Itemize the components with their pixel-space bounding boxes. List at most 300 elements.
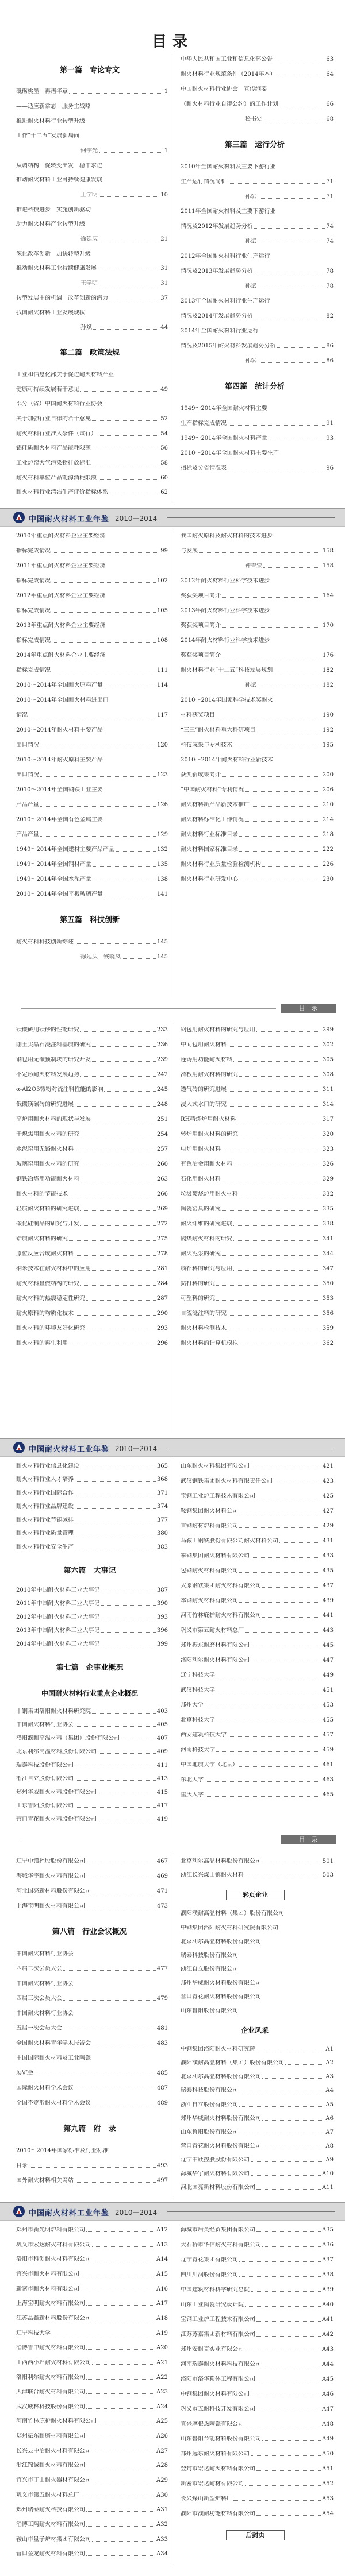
- toc-entry[interactable]: [16, 1614, 168, 1621]
- toc-entry[interactable]: [181, 2129, 334, 2136]
- toc-entry[interactable]: [16, 207, 168, 214]
- toc-entry[interactable]: [16, 1708, 168, 1715]
- toc-entry[interactable]: [181, 86, 334, 93]
- toc-entry[interactable]: [16, 1116, 168, 1123]
- toc-entry[interactable]: [181, 1236, 334, 1243]
- toc-author-line[interactable]: [245, 358, 334, 365]
- toc-entry[interactable]: [181, 1266, 334, 1272]
- toc-entry[interactable]: [181, 1777, 334, 1784]
- toc-entry[interactable]: [181, 1792, 334, 1798]
- toc-entry[interactable]: [16, 861, 168, 868]
- toc-entry[interactable]: [16, 876, 168, 883]
- toc-entry[interactable]: [181, 2060, 334, 2067]
- toc-entry[interactable]: [181, 2316, 334, 2323]
- toc-entry-title: 情况及2014年发展趋势分析: [181, 313, 253, 320]
- toc-entry[interactable]: [181, 2257, 334, 2264]
- toc-entry[interactable]: [181, 1858, 334, 1865]
- toc-entry[interactable]: [16, 1295, 168, 1302]
- toc-entry[interactable]: [16, 1951, 168, 1958]
- toc-entry[interactable]: [181, 1994, 334, 2001]
- toc-entry[interactable]: [181, 1939, 334, 1945]
- toc-entry[interactable]: [16, 2389, 168, 2396]
- toc-entry[interactable]: [16, 2085, 168, 2092]
- toc-entry[interactable]: [181, 1072, 334, 1078]
- toc-page-number: A53: [322, 2496, 334, 2502]
- toc-entry[interactable]: [16, 1476, 168, 1483]
- toc-entry[interactable]: [16, 697, 168, 704]
- toc-entry[interactable]: [16, 1340, 168, 1347]
- toc-entry[interactable]: [16, 1816, 168, 1823]
- toc-entry[interactable]: [16, 1544, 168, 1551]
- toc-entry[interactable]: [16, 2374, 168, 2381]
- toc-entry[interactable]: [16, 2163, 168, 2169]
- toc-entry[interactable]: [16, 251, 168, 258]
- toc-entry[interactable]: [16, 1503, 168, 1510]
- toc-entry[interactable]: [16, 578, 168, 585]
- toc-entry[interactable]: [16, 548, 168, 555]
- toc-entry[interactable]: [16, 1325, 168, 1332]
- toc-entry[interactable]: [16, 1995, 168, 2002]
- toc-entry[interactable]: [16, 2025, 168, 2032]
- toc-entry[interactable]: [16, 891, 168, 898]
- toc-entry[interactable]: [16, 2177, 168, 2184]
- toc-page-number: 487: [156, 2085, 168, 2092]
- toc-entry[interactable]: [181, 1478, 334, 1485]
- toc-entry[interactable]: [181, 1980, 334, 1987]
- toc-entry[interactable]: [16, 1888, 168, 1895]
- toc-entry[interactable]: [181, 2361, 334, 2368]
- toc-entry[interactable]: [16, 2227, 168, 2234]
- toc-entry[interactable]: [181, 2406, 334, 2413]
- toc-entry[interactable]: [16, 1146, 168, 1153]
- toc-entry[interactable]: [16, 1131, 168, 1138]
- toc-leader-dots: [216, 1751, 321, 1752]
- toc-entry[interactable]: [181, 2171, 334, 2177]
- toc-entry[interactable]: [16, 2100, 168, 2107]
- toc-entry[interactable]: [16, 177, 168, 184]
- toc-entry-title: 大石桥市华信耐火材料有限公司: [181, 2242, 261, 2248]
- toc-entry[interactable]: [181, 667, 334, 674]
- toc-entry[interactable]: [16, 2330, 168, 2337]
- toc-entry[interactable]: [16, 2242, 168, 2249]
- toc-entry[interactable]: [181, 1086, 334, 1093]
- toc-entry[interactable]: [16, 2070, 168, 2077]
- toc-entry[interactable]: [16, 757, 168, 764]
- toc-entry[interactable]: [181, 817, 334, 823]
- toc-entry-title: 耐火材料国家标准目录: [181, 846, 238, 853]
- toc-entry-title: α-Al2O3微粉对浇注料性能的影响: [16, 1086, 103, 1093]
- toc-entry[interactable]: [181, 1042, 334, 1049]
- toc-entry[interactable]: [16, 118, 168, 125]
- toc-entry[interactable]: [16, 475, 168, 482]
- toc-entry[interactable]: [181, 56, 334, 63]
- toc-entry[interactable]: [16, 831, 168, 838]
- toc-entry[interactable]: [16, 939, 168, 946]
- toc-entry[interactable]: [181, 71, 334, 78]
- toc-page-number: A1: [325, 2046, 334, 2053]
- toc-entry[interactable]: [181, 2421, 334, 2428]
- toc-entry[interactable]: [16, 1027, 168, 1034]
- toc-entry[interactable]: [16, 2360, 168, 2366]
- toc-entry[interactable]: [181, 268, 334, 275]
- toc-entry[interactable]: [181, 465, 334, 472]
- toc-author-line[interactable]: [80, 954, 168, 961]
- toc-entry[interactable]: [16, 667, 168, 674]
- toc-entry[interactable]: [16, 460, 168, 467]
- toc-entry-title: 王学明: [80, 280, 98, 287]
- toc-entry[interactable]: [16, 2521, 168, 2528]
- toc-entry[interactable]: [181, 1583, 334, 1589]
- toc-entry[interactable]: [181, 1872, 334, 1879]
- toc-entry[interactable]: [16, 1101, 168, 1108]
- toc-entry[interactable]: [16, 802, 168, 809]
- toc-entry[interactable]: [181, 164, 334, 171]
- toc-entry-title: 2013年中国耐火材料工业大事记: [16, 1627, 100, 1634]
- toc-entry[interactable]: [181, 1281, 334, 1287]
- toc-entry[interactable]: [16, 1641, 168, 1648]
- toc-entry[interactable]: [16, 1966, 168, 1972]
- toc-entry-title: 锆质耐火材料的研究: [16, 1236, 68, 1242]
- toc-entry[interactable]: [16, 682, 168, 689]
- toc-entry[interactable]: [181, 2184, 334, 2191]
- toc-entry[interactable]: [16, 416, 168, 423]
- toc-entry[interactable]: [16, 2040, 168, 2047]
- toc-entry[interactable]: [181, 2074, 334, 2080]
- toc-entry[interactable]: [16, 2536, 168, 2543]
- toc-entry[interactable]: [16, 1266, 168, 1272]
- toc-entry[interactable]: [181, 179, 334, 185]
- toc-entry[interactable]: [16, 1042, 168, 1049]
- toc-entry[interactable]: [181, 1191, 334, 1198]
- toc-entry-title: 攀钢集团耐火材料有限公司: [181, 1553, 250, 1559]
- toc-entry[interactable]: [16, 1161, 168, 1168]
- toc-entry[interactable]: [16, 1803, 168, 1809]
- toc-entry[interactable]: [16, 742, 168, 749]
- toc-entry[interactable]: [181, 637, 334, 644]
- toc-entry[interactable]: [16, 608, 168, 614]
- toc-entry[interactable]: [181, 1553, 334, 1560]
- toc-entry[interactable]: [181, 435, 334, 442]
- toc-entry[interactable]: [181, 533, 334, 540]
- toc-entry[interactable]: [181, 2302, 334, 2308]
- toc-entry[interactable]: [181, 405, 334, 412]
- toc-author-line[interactable]: [80, 148, 168, 154]
- toc-entry[interactable]: [16, 2418, 168, 2425]
- toc-entry[interactable]: [181, 802, 334, 809]
- toc-entry[interactable]: [16, 221, 168, 228]
- toc-entry[interactable]: [16, 817, 168, 823]
- toc-entry[interactable]: [181, 2227, 334, 2234]
- toc-entry[interactable]: [16, 401, 168, 408]
- toc-entry[interactable]: [16, 1221, 168, 1228]
- toc-entry[interactable]: [16, 652, 168, 659]
- toc-entry[interactable]: [181, 846, 334, 853]
- toc-entry[interactable]: [181, 1642, 334, 1649]
- toc-entry[interactable]: [181, 328, 334, 335]
- toc-entry[interactable]: [181, 1057, 334, 1063]
- toc-entry[interactable]: [16, 2477, 168, 2484]
- toc-entry[interactable]: [16, 431, 168, 438]
- toc-entry[interactable]: [16, 1600, 168, 1607]
- toc-entry[interactable]: [16, 2433, 168, 2440]
- toc-entry[interactable]: [181, 1340, 334, 1347]
- toc-entry[interactable]: [181, 2496, 334, 2502]
- toc-entry[interactable]: [181, 876, 334, 883]
- toc-entry[interactable]: [16, 88, 168, 95]
- toc-entry[interactable]: [181, 450, 334, 457]
- toc-entry[interactable]: [16, 133, 168, 140]
- toc-entry[interactable]: [16, 2055, 168, 2062]
- toc-entry[interactable]: [181, 2466, 334, 2473]
- toc-entry[interactable]: [16, 772, 168, 779]
- toc-entry[interactable]: [16, 163, 168, 169]
- toc-entry[interactable]: [181, 1657, 334, 1664]
- toc-author-line[interactable]: [245, 116, 334, 123]
- toc-entry[interactable]: [181, 1325, 334, 1332]
- toc-entry[interactable]: [16, 2492, 168, 2499]
- toc-entry[interactable]: [181, 593, 334, 599]
- toc-leader-dots: [256, 2515, 321, 2516]
- toc-entry[interactable]: [181, 2481, 334, 2488]
- toc-entry[interactable]: [16, 103, 168, 110]
- toc-entry[interactable]: [181, 742, 334, 749]
- toc-entry[interactable]: [16, 386, 168, 393]
- toc-entry[interactable]: [181, 1161, 334, 1168]
- toc-entry[interactable]: [16, 1776, 168, 1782]
- toc-entry[interactable]: [181, 1747, 334, 1754]
- toc-entry[interactable]: [16, 1517, 168, 1524]
- toc-entry[interactable]: [181, 2436, 334, 2443]
- toc-entry[interactable]: [181, 578, 334, 585]
- toc-entry[interactable]: [16, 622, 168, 629]
- toc-entry[interactable]: [181, 2008, 334, 2014]
- toc-entry[interactable]: [16, 445, 168, 452]
- toc-author-line[interactable]: [80, 236, 168, 243]
- toc-entry[interactable]: [181, 1627, 334, 1634]
- toc-entry[interactable]: [181, 1717, 334, 1724]
- toc-entry[interactable]: [16, 1086, 168, 1093]
- toc-entry[interactable]: [16, 1236, 168, 1243]
- toc-entry[interactable]: [16, 1587, 168, 1594]
- toc-author-line[interactable]: [80, 192, 168, 199]
- toc-entry-title: 2012年全国耐火材料行业生产运行: [181, 253, 270, 260]
- toc-entry[interactable]: [181, 1687, 334, 1694]
- toc-page-number: A32: [156, 2521, 168, 2528]
- toc-entry[interactable]: [16, 1530, 168, 1537]
- toc-entry[interactable]: [181, 548, 334, 555]
- toc-entry[interactable]: [181, 2143, 334, 2150]
- toc-page-number: 96: [326, 465, 334, 472]
- toc-entry[interactable]: [181, 2331, 334, 2338]
- toc-entry[interactable]: [16, 2345, 168, 2351]
- toc-entry[interactable]: [181, 2451, 334, 2458]
- toc-entry[interactable]: [181, 1221, 334, 1228]
- toc-entry[interactable]: [16, 1191, 168, 1198]
- toc-leader-dots: [251, 806, 321, 807]
- toc-entry[interactable]: [181, 1732, 334, 1739]
- toc-entry[interactable]: [181, 1538, 334, 1545]
- toc-entry[interactable]: [16, 2256, 168, 2263]
- toc-entry[interactable]: [16, 593, 168, 599]
- toc-entry[interactable]: [181, 1925, 334, 1932]
- toc-entry[interactable]: [16, 1627, 168, 1634]
- toc-entry[interactable]: [181, 861, 334, 868]
- toc-leader-dots: [98, 435, 159, 436]
- toc-entry-title: 推动耐火材料工业持续健康发展: [16, 265, 97, 272]
- toc-entry[interactable]: [16, 2148, 168, 2155]
- toc-entry[interactable]: [181, 223, 334, 230]
- part-heading: 第七篇 企事业概况: [56, 1663, 124, 1672]
- toc-entry[interactable]: [181, 2115, 334, 2122]
- toc-entry[interactable]: [181, 1523, 334, 1530]
- toc-author-line[interactable]: [80, 280, 168, 287]
- toc-entry[interactable]: [16, 727, 168, 734]
- toc-entry[interactable]: [181, 253, 334, 260]
- toc-entry[interactable]: [181, 1966, 334, 1973]
- toc-entry[interactable]: [16, 2271, 168, 2278]
- toc-entry[interactable]: [16, 563, 168, 570]
- toc-entry[interactable]: [181, 1116, 334, 1123]
- toc-author-line[interactable]: [245, 563, 334, 570]
- toc-entry-title: 河北国亮新材料股份有限公司: [181, 2184, 255, 2191]
- toc-entry[interactable]: [181, 1910, 334, 1917]
- toc-entry[interactable]: [16, 1281, 168, 1287]
- toc-entry[interactable]: [16, 489, 168, 496]
- toc-page-number: 226: [322, 861, 334, 868]
- toc-entry[interactable]: [16, 1981, 168, 1987]
- toc-leader-dots: [245, 791, 321, 792]
- toc-entry[interactable]: [16, 1749, 168, 1755]
- toc-entry-title: 刚玉尖晶石浇注料基质的研究: [16, 1042, 91, 1048]
- toc-entry[interactable]: [181, 298, 334, 305]
- toc-entry[interactable]: [16, 1762, 168, 1769]
- toc-entry[interactable]: [181, 2242, 334, 2249]
- toc-leader-dots: [222, 627, 321, 628]
- toc-entry[interactable]: [16, 1176, 168, 1183]
- toc-entry[interactable]: [181, 1101, 334, 1108]
- toc-entry[interactable]: [181, 2272, 334, 2279]
- toc-entry[interactable]: [181, 1146, 334, 1153]
- toc-entry[interactable]: [16, 2300, 168, 2307]
- toc-entry[interactable]: [181, 2511, 334, 2517]
- toc-entry[interactable]: [181, 1952, 334, 1959]
- toc-entry[interactable]: [181, 1176, 334, 1183]
- toc-entry[interactable]: [16, 1858, 168, 1865]
- toc-entry[interactable]: [181, 1463, 334, 1470]
- toc-entry[interactable]: [16, 1072, 168, 1078]
- toc-entry[interactable]: [181, 1702, 334, 1709]
- toc-entry[interactable]: [16, 1903, 168, 1910]
- toc-entry[interactable]: [16, 2404, 168, 2411]
- toc-entry[interactable]: [181, 2046, 334, 2053]
- boxed-heading: 后封页: [226, 2530, 285, 2540]
- toc-page-number: 64: [326, 71, 334, 78]
- toc-entry[interactable]: [181, 2376, 334, 2383]
- toc-entry[interactable]: [181, 757, 334, 764]
- toc-entry[interactable]: [181, 2391, 334, 2398]
- toc-entry[interactable]: [16, 372, 168, 378]
- toc-entry[interactable]: [16, 2448, 168, 2455]
- toc-entry[interactable]: [181, 1672, 334, 1679]
- toc-entry[interactable]: [16, 2507, 168, 2513]
- toc-entry[interactable]: [181, 831, 334, 838]
- toc-author-line[interactable]: [245, 283, 334, 290]
- toc-entry[interactable]: [181, 208, 334, 215]
- toc-entry[interactable]: [181, 1612, 334, 1619]
- toc-entry[interactable]: [181, 1251, 334, 1258]
- toc-entry[interactable]: [16, 846, 168, 853]
- toc-entry[interactable]: [16, 295, 168, 302]
- toc-entry[interactable]: [16, 1251, 168, 1258]
- toc-entry[interactable]: [181, 652, 334, 659]
- toc-entry[interactable]: [181, 1310, 334, 1317]
- toc-leader-dots: [256, 2231, 321, 2232]
- toc-entry[interactable]: [16, 1735, 168, 1742]
- toc-entry[interactable]: [181, 697, 334, 704]
- toc-entry[interactable]: [181, 343, 334, 350]
- toc-entry[interactable]: [181, 2102, 334, 2109]
- toc-entry[interactable]: [16, 712, 168, 719]
- toc-entry[interactable]: [181, 787, 334, 794]
- toc-entry[interactable]: [16, 1057, 168, 1063]
- toc-entry[interactable]: [16, 1310, 168, 1317]
- toc-entry[interactable]: [16, 533, 168, 540]
- toc-entry[interactable]: [16, 1463, 168, 1470]
- toc-entry[interactable]: [181, 727, 334, 734]
- toc-entry[interactable]: [181, 2346, 334, 2353]
- toc-entry[interactable]: [181, 1295, 334, 1302]
- toc-entry[interactable]: [16, 2462, 168, 2469]
- toc-entry[interactable]: [16, 1873, 168, 1880]
- toc-entry[interactable]: [16, 1789, 168, 1796]
- toc-entry[interactable]: [181, 1762, 334, 1769]
- toc-entry[interactable]: [181, 2157, 334, 2164]
- toc-entry[interactable]: [181, 1027, 334, 1034]
- toc-entry[interactable]: [16, 1490, 168, 1497]
- toc-entry[interactable]: [16, 637, 168, 644]
- toc-entry[interactable]: [16, 2010, 168, 2017]
- toc-entry[interactable]: [181, 313, 334, 320]
- toc-entry[interactable]: [181, 1568, 334, 1575]
- toc-entry[interactable]: [16, 2286, 168, 2293]
- toc-entry-title: 孙斌: [80, 324, 92, 331]
- toc-entry[interactable]: [181, 101, 334, 108]
- toc-author-line[interactable]: [80, 324, 168, 331]
- toc-entry[interactable]: [16, 310, 168, 316]
- toc-entry[interactable]: [16, 1722, 168, 1728]
- toc-entry[interactable]: [181, 420, 334, 427]
- toc-entry[interactable]: [16, 1206, 168, 1213]
- toc-entry[interactable]: [181, 2087, 334, 2094]
- toc-entry[interactable]: [181, 1131, 334, 1138]
- toc-entry[interactable]: [181, 1493, 334, 1500]
- toc-entry[interactable]: [181, 712, 334, 719]
- toc-entry[interactable]: [181, 1206, 334, 1213]
- toc-entry[interactable]: [16, 265, 168, 272]
- toc-author-line[interactable]: [245, 194, 334, 200]
- toc-author-line[interactable]: [245, 682, 334, 689]
- toc-entry[interactable]: [16, 787, 168, 794]
- toc-author-line[interactable]: [245, 238, 334, 245]
- toc-entry[interactable]: [181, 772, 334, 779]
- toc-entry[interactable]: [181, 2287, 334, 2293]
- toc-entry[interactable]: [16, 2315, 168, 2322]
- toc-entry[interactable]: [181, 608, 334, 614]
- toc-entry[interactable]: [16, 2551, 168, 2558]
- toc-entry[interactable]: [181, 1598, 334, 1604]
- toc-entry[interactable]: [181, 1508, 334, 1515]
- toc-entry[interactable]: [181, 622, 334, 629]
